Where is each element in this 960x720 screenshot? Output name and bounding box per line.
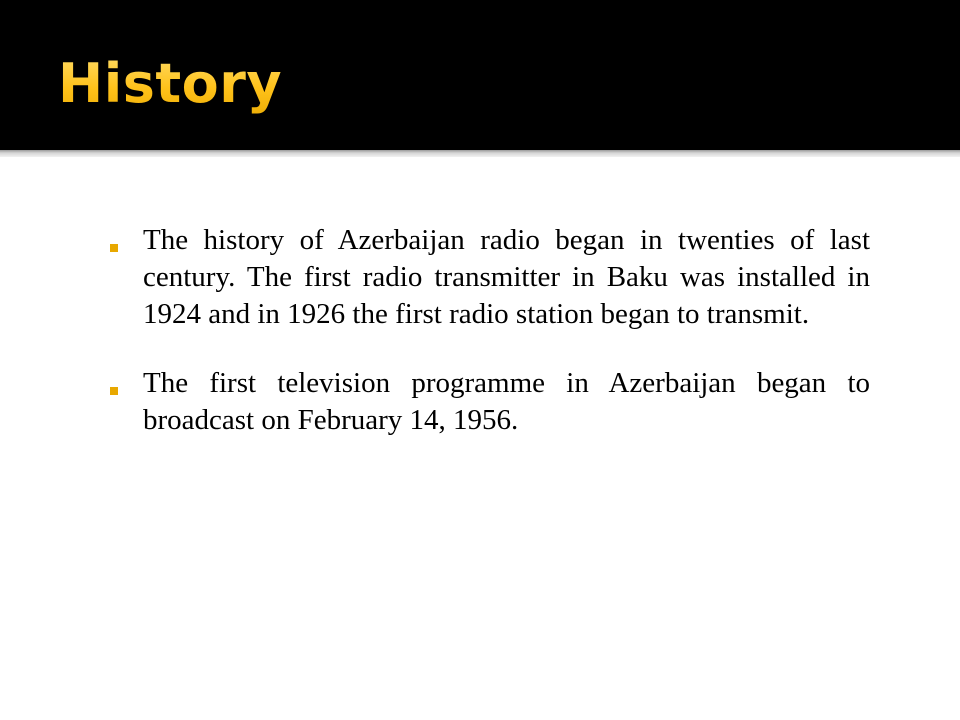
slide-title: History <box>58 44 282 124</box>
bullet-item-radio-history <box>110 222 870 333</box>
bullet-list <box>110 222 870 471</box>
title-divider <box>0 150 960 157</box>
square-bullet-icon <box>110 387 118 395</box>
square-bullet-icon <box>110 244 118 252</box>
bullet-text: The first television programme in Azerbaijan began to broadcast on February 14, 1956. <box>143 367 870 436</box>
title-bar <box>0 0 960 150</box>
bullet-item-television-history <box>110 365 870 439</box>
bullet-text: The history of Azerbaijan radio began in twenties of last century. The first radio transmitter in Baku was installed in 1924 and in 1926 the first radio station began to transmit. <box>143 224 870 330</box>
